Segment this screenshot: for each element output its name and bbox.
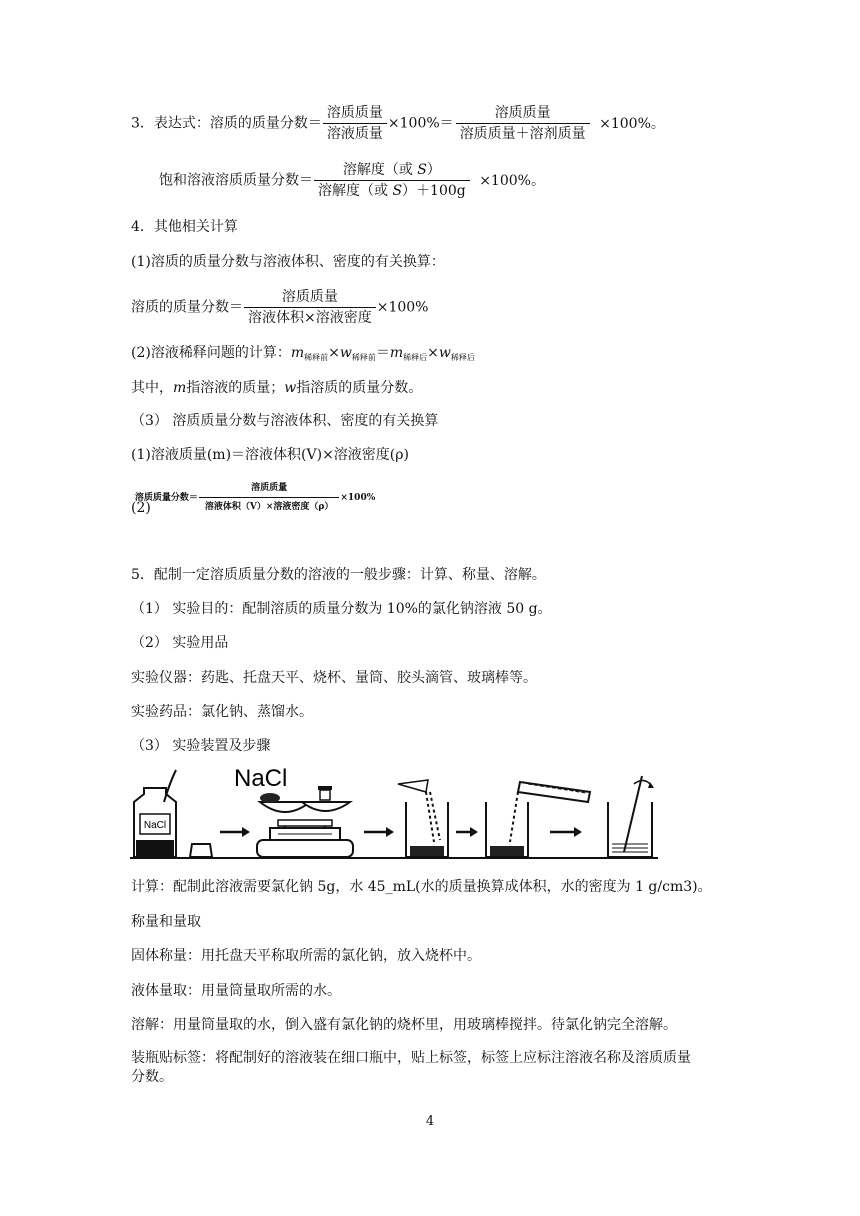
paragraph: 装瓶贴标签：将配制好的溶液装在细口瓶中，贴上标签，标签上应标注溶液名称及溶质质量 — [131, 1050, 691, 1066]
fraction: $\frac{\text{溶质质量}}{\text{溶液质量}}$ — [323, 104, 387, 143]
section-heading: 5．配制一定溶质质量分数的溶液的一般步骤：计算、称量、溶解。 — [131, 567, 546, 583]
expression-line: 3．表达式：溶质的质量分数＝ $\frac{\text{溶质质量}}{\text{溶液质量}}$ ×100%＝ $\frac{\text{溶质质量}}{\text{溶质质量＋溶剂质量}}$ ×100%。 — [131, 105, 665, 142]
nacl-label: NaCl — [234, 765, 288, 792]
dilution-formula: (2)溶液稀释问题的计算：$m_{稀释前}\times w_{稀释前}=m_{稀释后}\times w_{稀释后}$ — [131, 345, 475, 362]
paragraph: (1)溶液质量(m)＝溶液体积(V)×溶液密度(ρ) — [131, 447, 409, 463]
fraction: $\frac{\text{溶质质量}}{\text{溶液体积×溶液密度}}$ — [244, 288, 376, 327]
bottle-cap — [190, 844, 212, 857]
section-heading: 4．其他相关计算 — [131, 219, 238, 235]
paragraph: （3） 实验装置及步骤 — [131, 738, 271, 754]
paragraph: （1） 实验目的：配制溶质的质量分数为 10%的氯化钠溶液 50 g。 — [131, 601, 552, 617]
fraction: $\frac{\text{溶质质量}}{\text{溶质质量＋溶剂质量}}$ — [456, 104, 590, 143]
arrow-icon — [456, 827, 478, 837]
reagent-bottle — [134, 770, 176, 857]
arrow-icon — [364, 827, 394, 837]
beaker-with-paper — [398, 780, 448, 857]
beaker-with-cylinder — [486, 782, 590, 857]
paragraph: (1)溶质的质量分数与溶液体积、密度的有关换算： — [131, 254, 445, 270]
paragraph: 其中，m指溶液的质量；w指溶质的质量分数。 — [131, 380, 423, 396]
page-number: 4 — [425, 1114, 435, 1129]
arrow-icon — [550, 827, 582, 837]
paragraph: 溶解：用量筒量取的水，倒入盛有氯化钠的烧杯里，用玻璃棒搅拌。待氯化钠完全溶解。 — [131, 1017, 677, 1033]
paragraph: 实验仪器：药匙、托盘天平、烧杯、量筒、胶头滴管、玻璃棒等。 — [131, 670, 537, 686]
paragraph: （3） 溶质质量分数与溶液体积、密度的有关换算 — [131, 413, 439, 429]
balance — [234, 765, 353, 857]
paragraph: 称量和量取 — [131, 914, 201, 930]
paragraph: 计算：配制此溶液需要氯化钠 5g，水 45_mL(水的质量换算成体积，水的密度为 1 g/cm3)。 — [131, 879, 712, 895]
formula-line: 溶质的质量分数＝ $\frac{\text{溶质质量}}{\text{溶液体积×溶液密度}}$ ×100% — [131, 289, 429, 326]
fraction: $\frac{\text{溶解度（或 S）}}{\text{溶解度（或 S）＋100g}}$ — [314, 161, 470, 200]
beaker-with-rod — [608, 776, 654, 857]
expr-label: 3．表达式：溶质的质量分数＝ — [131, 115, 322, 132]
saturated-expression: 饱和溶液溶质质量分数＝ $\frac{\text{溶解度（或 S）}}{\text{溶解度（或 S）＋100g}}$ ×100%。 — [159, 162, 545, 199]
paragraph: 分数。 — [131, 1069, 173, 1085]
paragraph: （2） 实验用品 — [131, 635, 229, 651]
fraction: $\frac{\text{溶质质量}}{\text{溶液体积（V）×溶液密度（ρ）}}$ — [199, 479, 340, 516]
paragraph: 实验药品：氯化钠、蒸馏水。 — [131, 704, 313, 720]
paragraph: 固体称量：用托盘天平称取所需的氯化钠，放入烧杯中。 — [131, 948, 481, 964]
paragraph: 液体量取：用量筒量取所需的水。 — [131, 983, 341, 999]
bottle-label: NaCl — [143, 820, 167, 831]
arrow-icon — [220, 827, 250, 837]
formula-line: $(2)^{溶质质量分数= \frac{\text{溶质质量}}{\text{溶液体积（V）×溶液密度（ρ）}} \times 100\%}$ — [131, 482, 391, 519]
experiment-diagram — [130, 762, 670, 862]
